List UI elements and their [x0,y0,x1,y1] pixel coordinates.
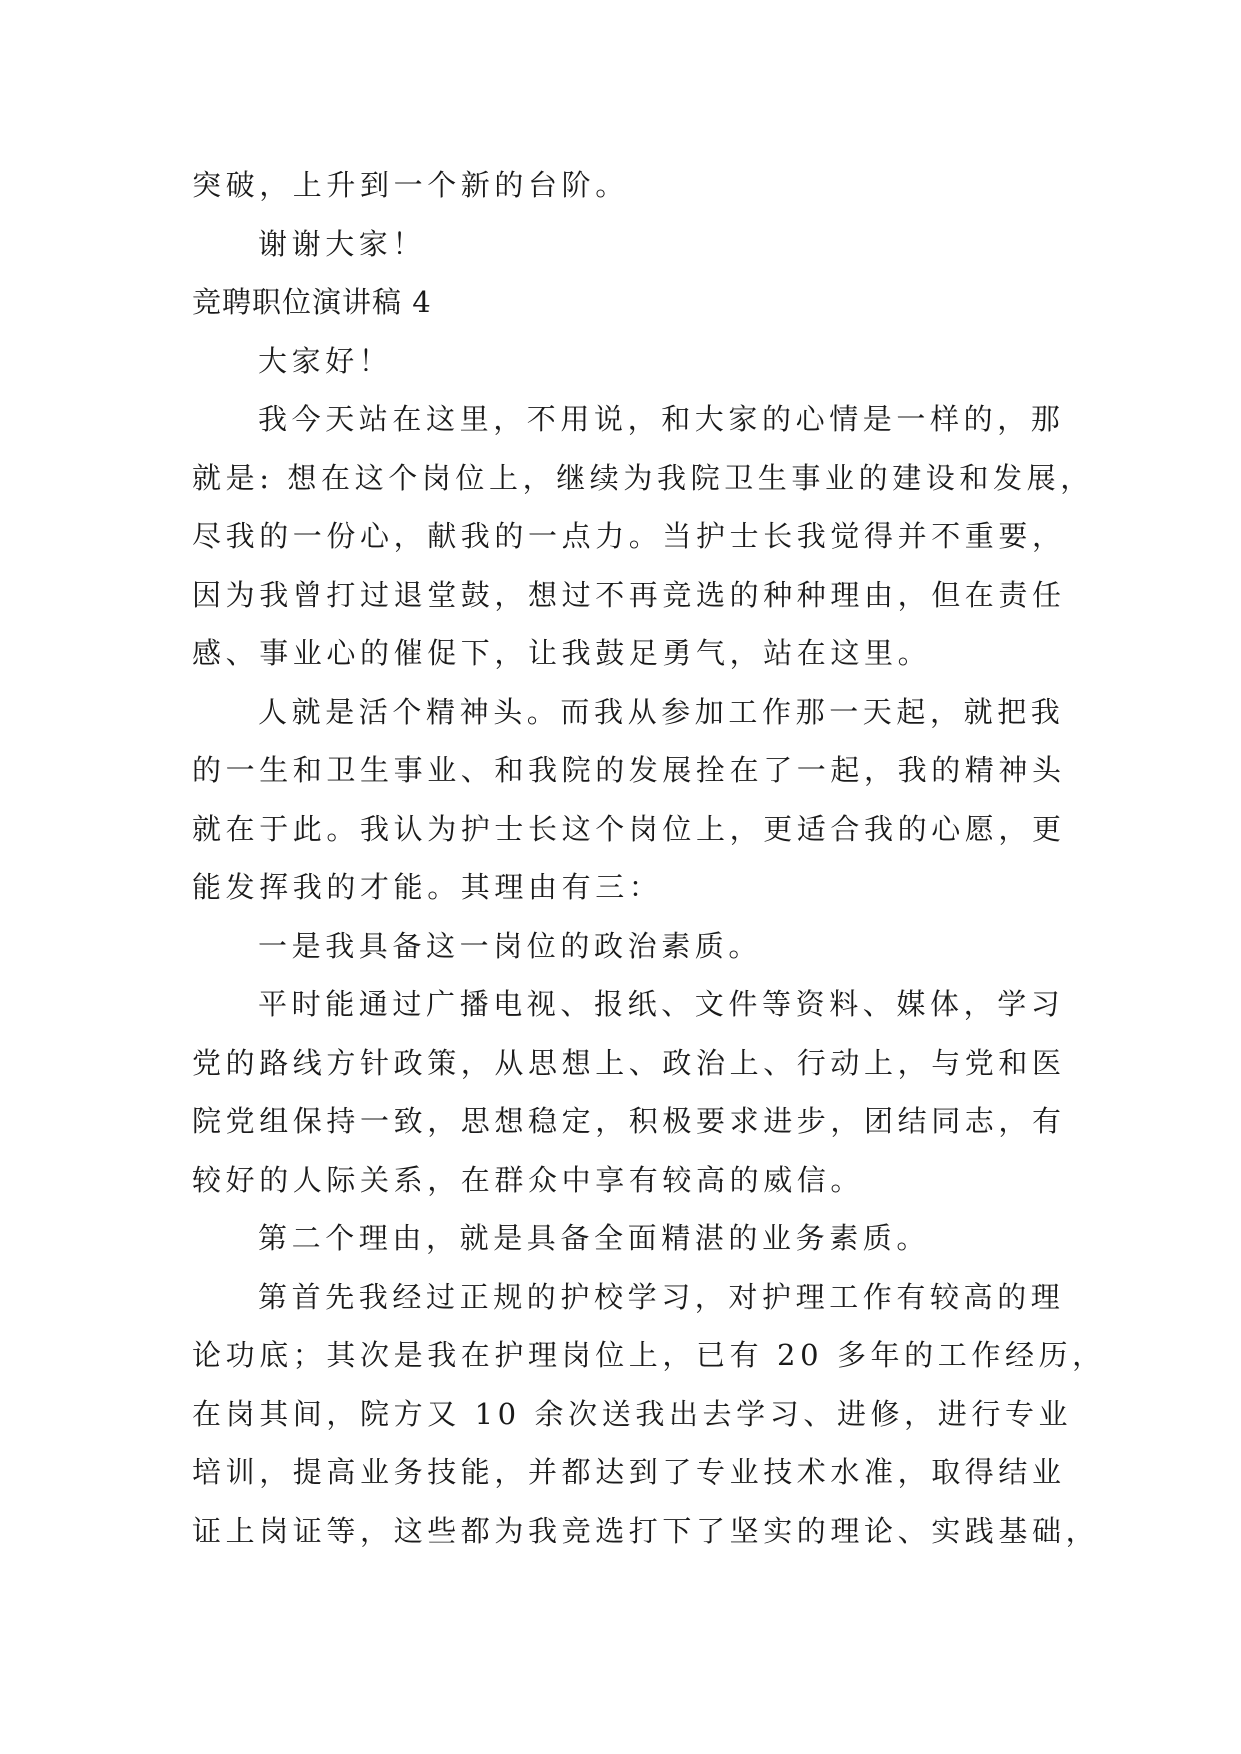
text-line: 证上岗证等，这些都为我竞选打下了坚实的理论、实践基础， [192,1513,1100,1548]
text-line: 感、事业心的催促下，让我鼓足勇气，站在这里。 [192,636,932,670]
text-line: 因为我曾打过退堂鼓，想过不再竞选的种种理由，但在责任 [192,577,1066,612]
text-line: 第二个理由，就是具备全面精湛的业务素质。 [258,1221,931,1255]
text-line: 平时能通过广播电视、报纸、文件等资料、媒体，学习 [258,987,1065,1021]
section-title: 竞聘职位演讲稿 4 [192,285,432,319]
document-page [192,156,1106,1560]
text-line: 就是: 想在这个岗位上，继续为我院卫生事业的建设和发展， [192,460,1094,495]
text-line: 第首先我经过正规的护校学习，对护理工作有较高的理 [258,1279,1065,1314]
text-line: 尽我的一份心，献我的一点力。当护士长我觉得并不重要， [192,519,1066,553]
text-line: 大家好！ [258,343,393,378]
text-line: 较好的人际关系，在群众中享有较高的威信。 [192,1162,865,1197]
text-line: 就在于此。我认为护士长这个岗位上，更适合我的心愿，更 [192,811,1066,846]
text-line: 论功底；其次是我在护理岗位上，已有 20 多年的工作经历， [192,1338,1106,1372]
text-line: 突破，上升到一个新的台阶。 [192,168,629,202]
text-line: 能发挥我的才能。其理由有三： [192,870,663,904]
text-line: 的一生和卫生事业、和我院的发展拴在了一起，我的精神头 [192,753,1066,787]
text-line: 院党组保持一致，思想稳定，积极要求进步，团结同志，有 [192,1104,1066,1138]
text-line: 一是我具备这一岗位的政治素质。 [258,928,763,963]
text-line: 我今天站在这里，不用说，和大家的心情是一样的，那 [258,402,1065,436]
text-line: 谢谢大家！ [258,226,427,261]
text-line: 培训，提高业务技能，并都达到了专业技术水准，取得结业 [192,1455,1066,1489]
text-line: 党的路线方针政策，从思想上、政治上、行动上，与党和医 [192,1045,1066,1080]
text-line: 在岗其间，院方又 10 余次送我出去学习、进修，进行专业 [192,1396,1073,1431]
text-line: 人就是活个精神头。而我从参加工作那一天起，就把我 [258,694,1065,729]
